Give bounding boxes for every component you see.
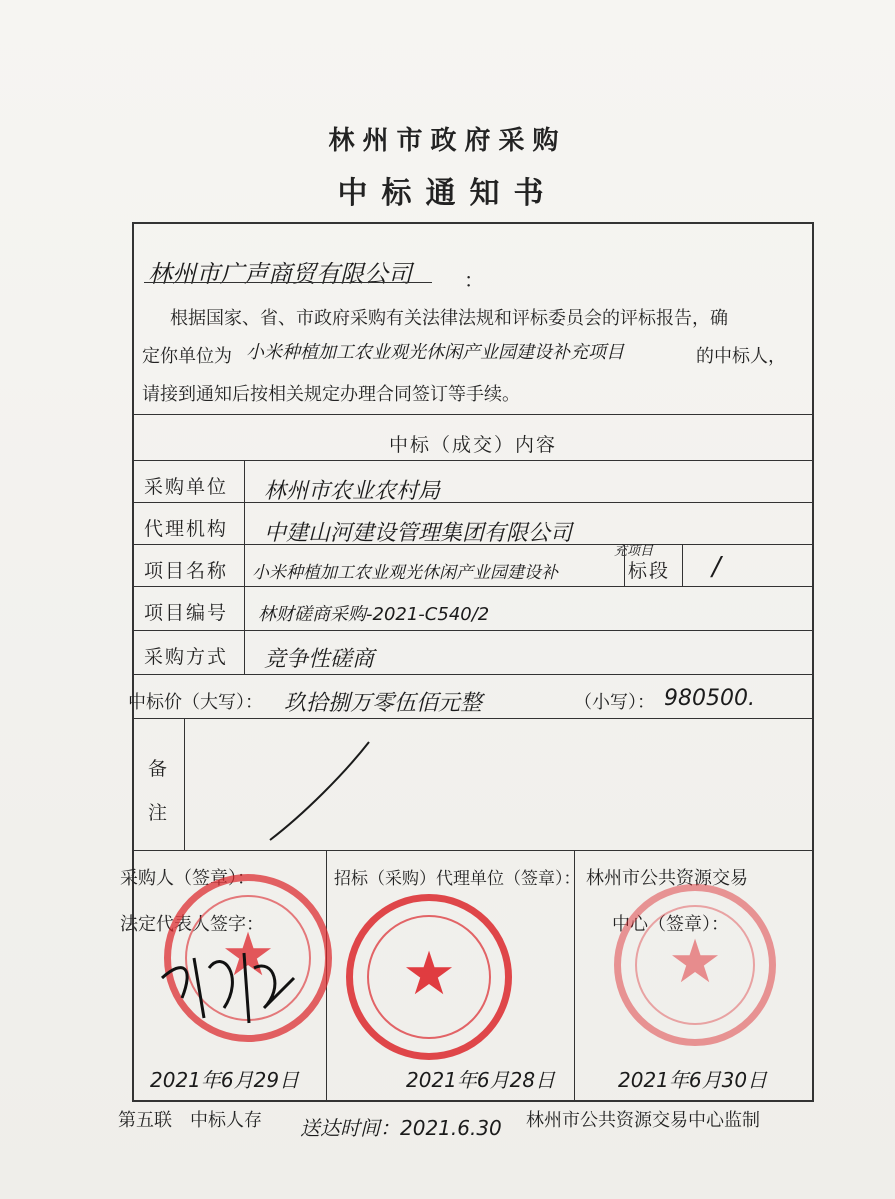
method-value: 竞争性磋商 <box>264 647 375 672</box>
star-icon: ★ <box>402 939 456 1009</box>
purchaser-value: 林州市农业农村局 <box>264 479 441 504</box>
divider <box>134 850 812 851</box>
purchaser-sign-label: 采购人（签章）： <box>120 868 255 889</box>
divider <box>134 674 812 675</box>
divider <box>134 586 812 587</box>
divider <box>134 460 812 461</box>
remarks-label-top: 备 <box>148 758 170 780</box>
price-upper-value: 玖拾捌万零伍佰元整 <box>284 691 483 716</box>
footer-issuer: 林州市公共资源交易中心监制 <box>526 1110 760 1131</box>
project-name-extra: 充项目 <box>614 544 654 559</box>
recipient-name: 林州市广声商贸有限公司 <box>148 260 412 288</box>
price-upper-label: 中标价（大写）： <box>128 692 263 713</box>
label-column-divider <box>244 460 245 674</box>
agency-date: 2021年6月28日 <box>406 1068 556 1092</box>
recipient-suffix: ： <box>464 268 484 292</box>
exchange-stamp <box>614 884 776 1046</box>
project-number-value: 林财磋商采购-2021-C540/2 <box>258 604 490 625</box>
footer-copy-label: 第五联 中标人存 <box>118 1110 262 1131</box>
notice-body-line2-suffix: 的中标人， <box>696 346 786 367</box>
section-header: 中标（成交）内容 <box>388 434 557 456</box>
project-name-value: 小米种植加工农业观光休闲产业园建设补 <box>252 563 558 583</box>
remarks-label-bottom: 注 <box>148 802 170 824</box>
purchaser-date: 2021年6月29日 <box>150 1068 300 1092</box>
remarks-divider <box>184 718 185 850</box>
star-icon: ★ <box>221 920 275 990</box>
method-label: 采购方式 <box>144 646 229 668</box>
agency-sign-label: 招标（采购）代理单位（签章）： <box>334 869 581 889</box>
project-name-label: 项目名称 <box>144 560 229 582</box>
divider <box>134 630 812 631</box>
notice-frame <box>120 222 814 1102</box>
notice-body-line2-prefix: 定你单位为 <box>142 346 232 367</box>
exchange-date: 2021年6月30日 <box>618 1068 768 1092</box>
lot-divider <box>682 544 683 586</box>
lot-label: 标段 <box>628 560 671 582</box>
exchange-sign-label-2: 中心（签章）： <box>612 914 729 935</box>
notice-body-line1: 根据国家、省、市政府采购有关法律法规和评标委员会的评标报告，确 <box>170 308 728 329</box>
recipient-underline <box>144 282 432 283</box>
lot-divider <box>624 544 625 586</box>
divider <box>134 414 812 415</box>
remarks-slash <box>264 734 374 844</box>
notice-body-line3: 请接到通知后按相关规定办理合同签订等手续。 <box>142 384 520 405</box>
agency-value: 中建山河建设管理集团有限公司 <box>264 521 573 546</box>
notice-project-name: 小米种植加工农业观光休闲产业园建设补充项目 <box>246 342 624 363</box>
star-icon: ★ <box>668 927 722 997</box>
divider <box>134 502 812 503</box>
divider <box>134 544 812 545</box>
purchaser-label: 采购单位 <box>144 476 229 498</box>
project-number-label: 项目编号 <box>144 602 229 624</box>
handwritten-signature <box>154 938 304 1028</box>
price-lower-value: 980500. <box>664 686 755 711</box>
agency-label: 代理机构 <box>144 518 229 540</box>
divider <box>134 718 812 719</box>
document-title-line1: 林州市政府采购 <box>328 126 567 156</box>
agency-stamp <box>346 894 512 1060</box>
price-lower-label: （小写）： <box>574 692 655 713</box>
document-title-line2: 中标通知书 <box>337 176 558 211</box>
legal-rep-label: 法定代表人签字： <box>120 914 264 935</box>
exchange-sign-label-1: 林州市公共资源交易 <box>586 868 748 889</box>
footer-delivery-time: 送达时间：2021.6.30 <box>300 1116 502 1140</box>
lot-value: / <box>712 552 721 582</box>
